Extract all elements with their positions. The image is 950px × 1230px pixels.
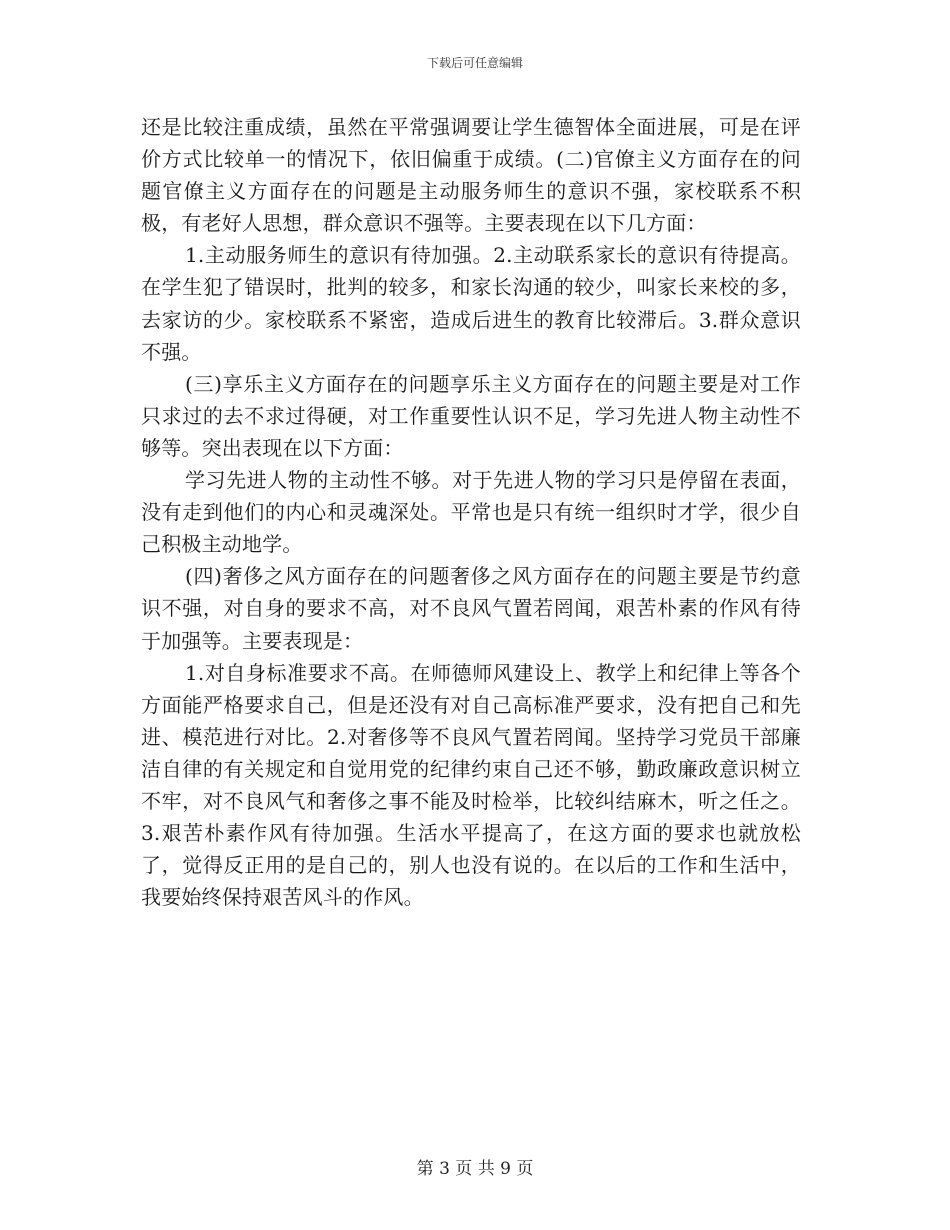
- page-header: 下载后可任意编辑: [426, 56, 523, 70]
- paragraph-extravagance: (四)奢侈之风方面存在的问题奢侈之风方面存在的问题主要是节约意识不强，对自身的要求不高，对不良风气置若罔闻，艰苦朴素的作风有待于加强等。主要表现是：: [141, 564, 801, 653]
- page-number: 第 3 页 共 9 页: [416, 1159, 534, 1179]
- paragraph-hedonism: (三)享乐主义方面存在的问题享乐主义方面存在的问题主要是对工作只求过的去不求过得硬，对工作重要性认识不足，学习先进人物主动性不够等。突出表现在以下方面：: [141, 371, 801, 460]
- document-body: [141, 111, 801, 913]
- paragraph-continued: 还是比较注重成绩，虽然在平常强调要让学生德智体全面进展，可是在评价方式比较单一的情况下，依旧偏重于成绩。(二)官僚主义方面存在的问题官僚主义方面存在的问题是主动服务师生的意识不强，家校联系不积极，有老好人思想，群众意识不强等。主要表现在以下几方面：: [141, 115, 801, 236]
- paragraph-bureaucratism-items: 1.主动服务师生的意识有待加强。2.主动联系家长的意识有待提高。在学生犯了错误时，批判的较多，和家长沟通的较少，叫家长来校的多，去家访的少。家校联系不紧密，造成后进生的教育比较滞后。3.群众意识不强。: [141, 243, 801, 364]
- paragraph-learning-models: 学习先进人物的主动性不够。对于先进人物的学习只是停留在表面，没有走到他们的内心和灵魂深处。平常也是只有统一组织时才学，很少自己积极主动地学。: [141, 468, 801, 557]
- paragraph-extravagance-items: 1.对自身标准要求不高。在师德师风建设上、教学上和纪律上等各个方面能严格要求自己，但是还没有对自己高标准严要求，没有把自己和先进、模范进行对比。2.对奢侈等不良风气置若罔闻。坚持学习党员干部廉洁自律的有关规定和自觉用党的纪律约束自己还不够，勤政廉政意识树立不牢，对不良风气和奢侈之事不能及时检举，比较纠结麻木，听之任之。3.艰苦朴素作风有待加强。生活水平提高了，在这方面的要求也就放松了，觉得反正用的是自己的，别人也没有说的。在以后的工作和生活中，我要始终保持艰苦风斗的作风。: [141, 660, 801, 910]
